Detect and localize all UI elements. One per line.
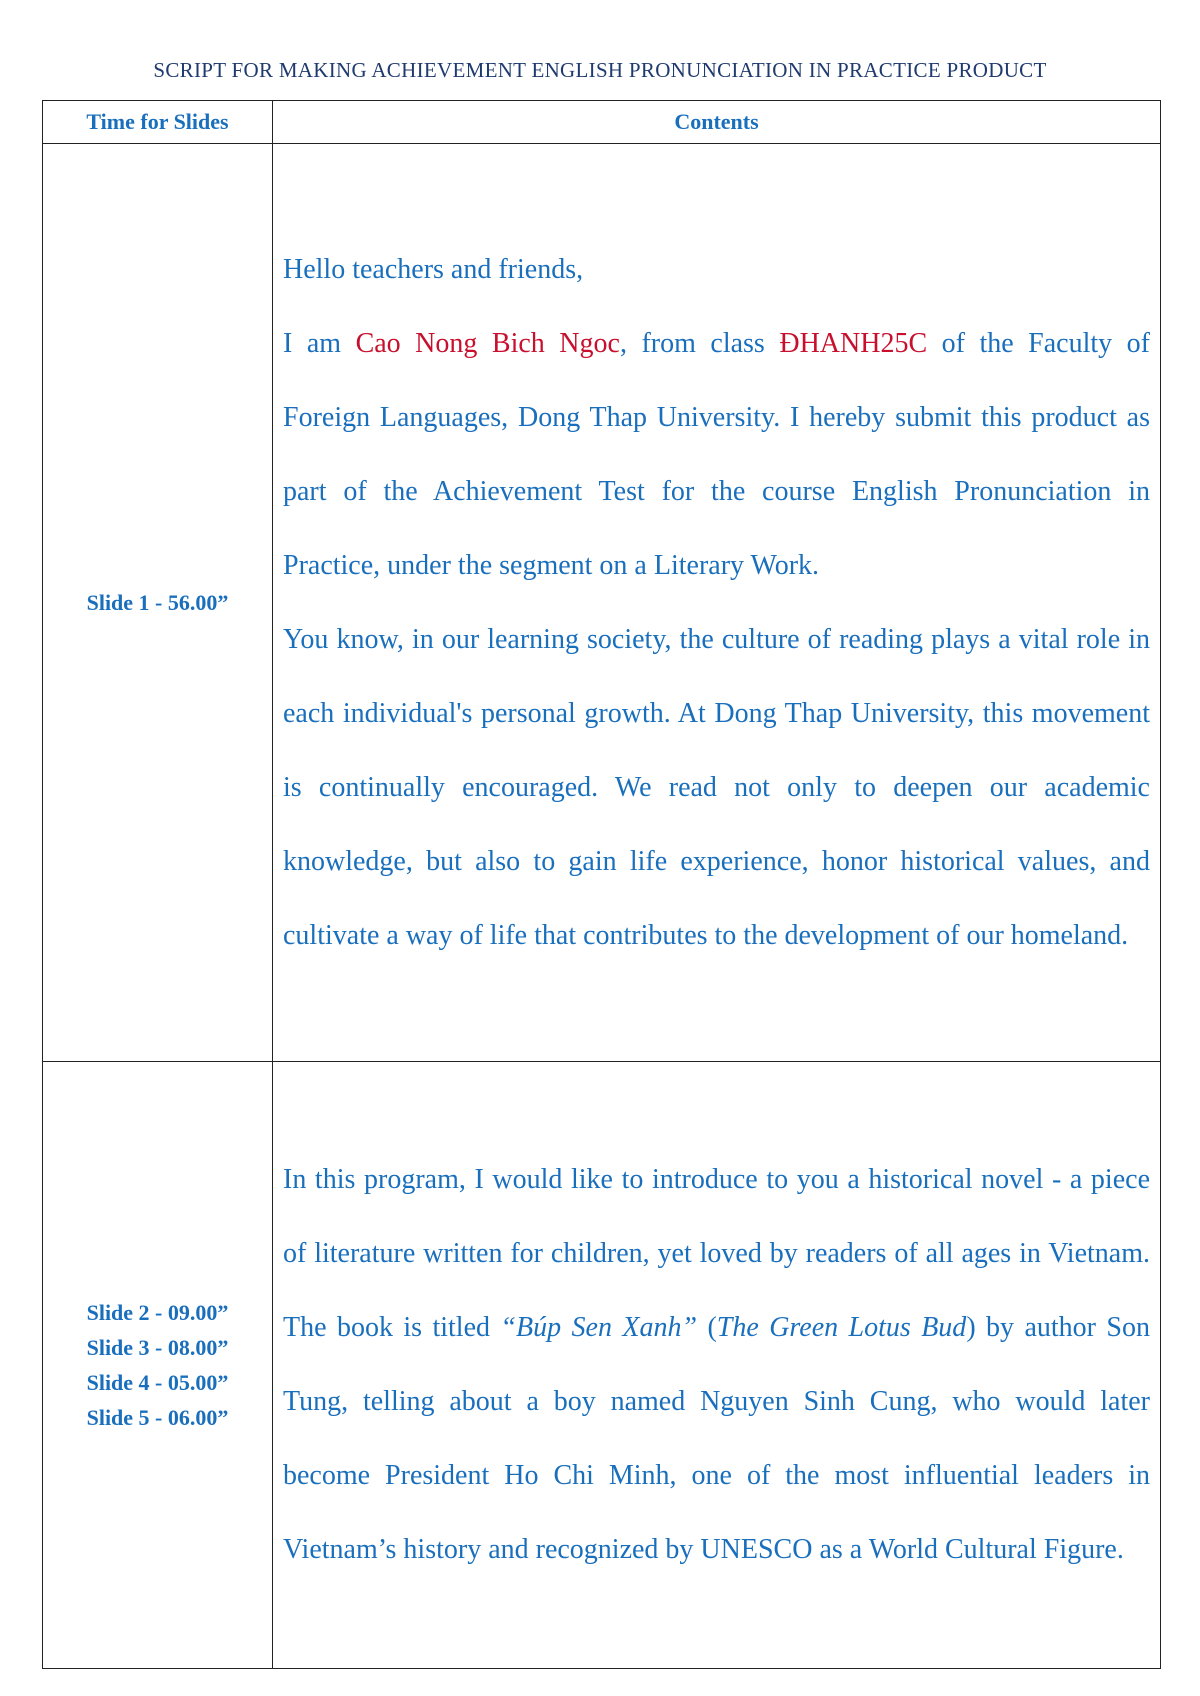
- slide-time: Slide 3 - 08.00”: [86, 1335, 229, 1360]
- contents-cell: [273, 144, 1161, 1062]
- table-row: [43, 144, 1161, 1062]
- slide-time-cell: [43, 144, 273, 1062]
- book-intro-text: (: [697, 1312, 717, 1343]
- slide-time: Slide 2 - 09.00”: [86, 1300, 229, 1325]
- book-intro-text: ) by author Son Tung, telling about a boy named Nguyen Sinh Cung, who would later become President Ho Chi Minh, one of the most influential leaders in Vietnam’s history and recognized by UNESCO as a World Cultural Figure.: [283, 1312, 1150, 1565]
- slide-time: Slide 1 - 56.00”: [86, 590, 229, 615]
- intro-text: I am: [283, 327, 356, 359]
- class-code: ĐHANH25C: [779, 327, 928, 359]
- intro-text: of the Faculty of Foreign Languages, Dong Thap University. I hereby submit this product as part of the Achievement Test for the course English Pronunciation in Practice, under the segment on a Literary Work.: [283, 327, 1151, 581]
- book-title-english: The Green Lotus Bud: [716, 1312, 967, 1343]
- book-intro-text: In this program, I would like to introduce to you a historical novel - a piece of literature written for children, yet loved by readers of all ages in Vietnam. The book is titled: [283, 1164, 1150, 1343]
- script-table: [42, 100, 1161, 1669]
- slide-time: Slide 5 - 06.00”: [86, 1405, 229, 1430]
- slide-time-cell: [43, 1062, 273, 1669]
- header-time-for-slides: Time for Slides: [43, 101, 273, 144]
- greeting-paragraph: Hello teachers and friends,: [283, 253, 584, 285]
- document-title: SCRIPT FOR MAKING ACHIEVEMENT ENGLISH PRONUNCIATION IN PRACTICE PRODUCT: [153, 58, 1047, 82]
- table-row: [43, 1062, 1161, 1669]
- student-name: Cao Nong Bich Ngoc: [355, 327, 620, 359]
- reading-culture-paragraph: You know, in our learning society, the culture of reading plays a vital role in each individual's personal growth. At Dong Thap University, this movement is continually encouraged. We read not only to deepen our academic knowledge, but also to gain life experience, honor historical values, and cultivate a way of life that contributes to the development of our homeland.: [283, 623, 1150, 951]
- book-intro-paragraph: [283, 1143, 1150, 1587]
- table-header-row: [43, 101, 1161, 144]
- header-contents: Contents: [273, 101, 1161, 144]
- intro-text: , from class: [619, 327, 780, 359]
- contents-cell: [273, 1062, 1161, 1669]
- intro-paragraph: [283, 307, 1150, 603]
- book-title-vietnamese: “Búp Sen Xanh”: [500, 1312, 698, 1343]
- slide-time: Slide 4 - 05.00”: [86, 1370, 229, 1395]
